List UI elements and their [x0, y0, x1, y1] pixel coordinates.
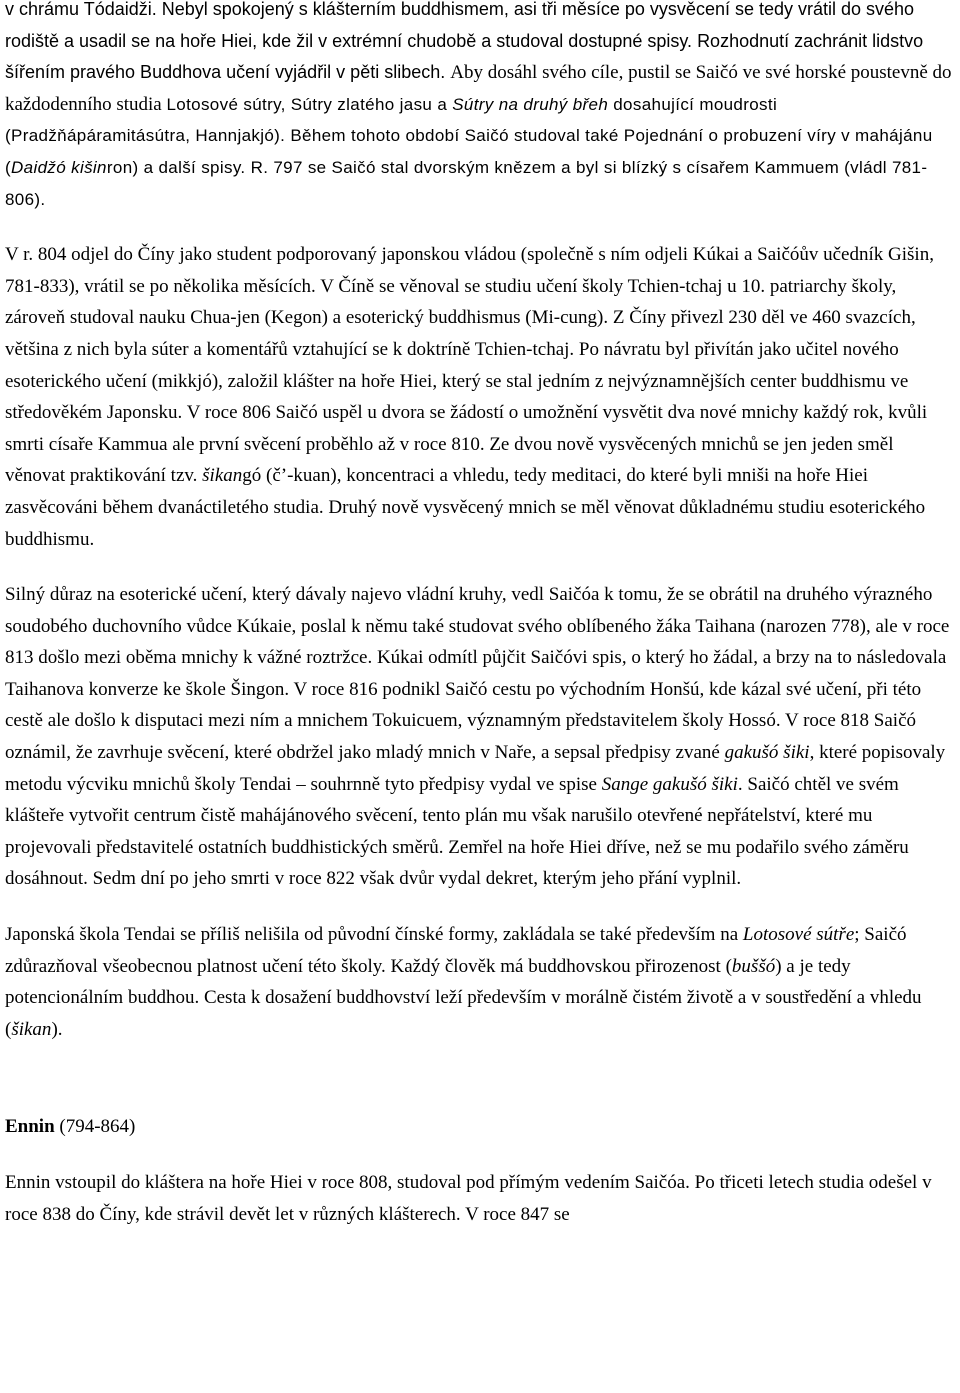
heading-name: Ennin [5, 1116, 55, 1138]
italic-term: Sange gakušó šiki [601, 773, 738, 795]
paragraph-ennin-intro: Ennin vstoupil do kláštera na hoře Hiei v roce 808, studoval pod přímým vedením Saičóa. Po třiceti letech studia odešel v roce 838 do Číny, kde strávil devět let v různých klášterech. V roce 847 se [5, 1172, 932, 1225]
text-segment: gó (č’-kuan), koncentraci a vhledu, tedy meditaci, do které byli mniši na hoře Hiei zasvěcováni během dvanáctiletého studia. Druhý nově vysvěcený mnich se měl věnovat důkladnému studiu esoterického buddhismu. [5, 465, 926, 550]
italic-term: Daidžó kišin [11, 157, 107, 177]
text-segment: dosahující moudrosti (Pradžňápáramitásútra, Hannjakjó). Během tohoto období Saičó studoval také Pojednání o probuzení víry v mahájánu ( [5, 94, 933, 177]
text-segment: ron) a další spisy. [106, 157, 251, 177]
document-page [5, 0, 953, 1230]
text-segment: ). [51, 1018, 63, 1040]
text-segment: R. 797 se Saičó stal dvorským knězem a byl si blízký s císařem Kammuem (vládl 781-806). [5, 157, 928, 209]
text-segment: Aby dosáhl svého cíle, pustil se Saičó ve své horské poustevně do každodenního studia [5, 62, 952, 115]
paragraph-tendai-school [5, 919, 953, 1045]
italic-term: Lotosové sútře [742, 924, 855, 946]
text-segment: Rozhodnutí zachránit lidstvo šířením pravého Buddhova učení vyjádřil v pěti slibech. [5, 30, 924, 83]
paragraph-saicho-early-life [5, 0, 953, 215]
paragraph-esoteric-emphasis [5, 579, 953, 895]
italic-term: Sútry na druhý břeh [452, 94, 609, 114]
heading-years: (794-864) [54, 1116, 136, 1138]
text-segment: Silný důraz na esoterické učení, který dávaly najevo vládní kruhy, vedl Saičóa k tomu, že se obrátil na druhého výrazného soudobého duchovního vůdce Kúkaie, poslal k němu také studovat svého oblíbeného žáka Taihana (narozen 778), ale v roce 813 došlo mezi oběma mnichy k vážné roztržce. Kúkai odmítl půjčit Saičóvi spis, o který ho žádal, a brzy na to následovala Taihanova konverze ke škole Šingon. V roce 816 podnikl Saičó cestu po východním Honšú, kde kázal své učení, při této cestě ale došlo k disputaci mezi ním a mnichem Tokuicuem, významným představitelem školy Hossó. V roce 818 Saičó oznámil, že zavrhuje svěcení, které obdržel jako mladý mnich v Naře, a sepsal předpisy zvané [5, 584, 950, 764]
section-heading-ennin [5, 1111, 953, 1143]
italic-term: šikan [202, 465, 243, 487]
text-segment: ) a je tedy potencionálním buddhou. Cesta k dosažení buddhovství leží především v morálně čistém životě a v soustředění a vhledu ( [5, 955, 922, 1040]
paragraph-china-journey [5, 239, 953, 555]
text-segment: , které popisovaly metodu výcviku mnichů školy Tendai – souhrnně tyto předpisy vydal ve spise [5, 742, 946, 795]
italic-term: buššó [731, 955, 776, 977]
italic-term: šikan [11, 1018, 52, 1040]
text-segment: . Saičó chtěl ve svém klášteře vytvořit centrum čistě mahájánového svěcení, tento plán mu však narušilo otevřené nepřátelství, které mu projevovali představitelé ostatních buddhistických směrů. Zemřel na hoře Hiei dříve, než se mu podařilo svého záměru dosáhnout. Sedm dní po jeho smrti v roce 822 však dvůr vydal dekret, kterým jeho přání vyplnil. [5, 773, 909, 890]
text-segment: Lotosové sútry, Sútry zlatého jasu a [166, 94, 453, 114]
text-segment: Japonská škola Tendai se příliš nelišila od původní čínské formy, zakládala se také především na [5, 924, 743, 946]
text-segment: V r. 804 odjel do Číny jako student podporovaný japonskou vládou (společně s ním odjeli Kúkai a Saičóův učedník Gišin, 781-833), vrátil se po několika měsících. V Číně se věnoval se studiu učení školy Tchien-tchaj u 10. patriarchy školy, zároveň studoval nauku Chua-jen (Kegon) a esoterický buddhismus (Mi-cung). Z Číny přivezl 230 děl ve 460 svazcích, většina z nich byla súter a komentářů vztahující se k doktríně Tchien-tchaj. Po návratu byl přivítán jako učitel nového esoterického učení (mikkjó), založil klášter na hoře Hiei, který se stal jedním z nejvýznamnějších center buddhismu ve středověkém Japonsku. V roce 806 Saičó uspěl u dvora se žádostí o umožnění vysvětit dva nové mnichy každý rok, kvůli smrti císaře Kammua ale první svěcení proběhlo až v roce 810. Ze dvou nově vysvěcených mnichů se jen jeden směl věnovat praktikování tzv. [5, 244, 934, 487]
italic-term: gakušó šiki [724, 742, 810, 764]
text-segment: ; Saičó zdůrazňoval všeobecnou platnost učení této školy. Každý člověk má buddhovskou přirozenost ( [5, 924, 907, 977]
text-segment: v chrámu Tódaidži. Nebyl spokojený s klášterním buddhismem, asi tři měsíce po vysvěcení se tedy vrátil do svého rodiště a usadil se na hoře Hiei, kde žil v extrémní chudobě a studoval dostupné spisy. [5, 0, 915, 51]
